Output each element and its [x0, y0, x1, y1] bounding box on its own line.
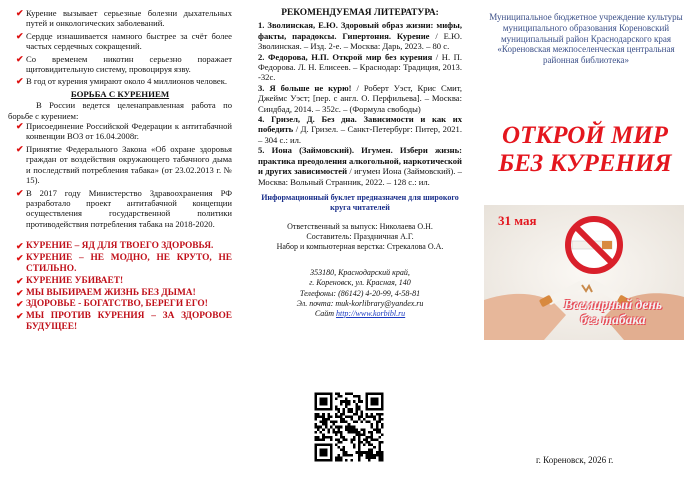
slogan-item-text: КУРЕНИЕ УБИВАЕТ! — [26, 275, 124, 286]
slogan-item — [8, 241, 232, 253]
photo-caption-line: без табака — [580, 312, 646, 327]
credit-line: Набор и компьютерная верстка: Стрекалова О.А. — [276, 242, 444, 252]
literature-title: РЕКОМЕНДУЕМАЯ ЛИТЕРАТУРА: — [281, 8, 439, 18]
fact-item — [8, 31, 232, 52]
book-title: Я больше не курю! — [269, 82, 352, 93]
city-year: г. Кореновск, 2026 г. — [536, 455, 614, 465]
book-details: / игумен Иона (Займовский). – Москва: Вольный Странник, 2022. – 128 с.: ил. — [258, 166, 462, 187]
book-list — [258, 20, 462, 187]
book-title: Зволинская, Е.Ю. Здоровый образ жизни: мифы, факты, парадоксы. Гипертония. Курение — [258, 20, 462, 41]
site-label: Сайт — [314, 308, 336, 318]
address-line: 353180, Краснодарский край, — [310, 268, 410, 278]
book-item — [258, 145, 462, 187]
checkmark-icon: ✔ — [16, 76, 24, 87]
slogan-item-text: КУРЕНИЕ – ЯД ДЛЯ ТВОЕГО ЗДОРОВЬЯ. — [26, 241, 214, 252]
slogan-item — [8, 311, 232, 334]
checkmark-icon: ✔ — [16, 121, 24, 132]
slogan-item-text: ЗДОРОВЬЕ - БОГАТСТВО, БЕРЕГИ ЕГО! — [26, 299, 208, 310]
checkmark-icon: ✔ — [16, 187, 24, 198]
checkmark-icon: ✔ — [16, 287, 24, 298]
slogan-item-text: МЫ ВЫБИРАЕМ ЖИЗНЬ БЕЗ ДЫМА! — [26, 287, 196, 298]
address-line: г. Кореновск, ул. Красная, 140 — [309, 278, 411, 288]
qr-code — [312, 390, 386, 464]
title-line: БЕЗ КУРЕНИЯ — [498, 150, 672, 177]
book-number: 2. — [258, 51, 265, 62]
fact-item-text: В год от курения умирают около 4 миллионов человек. — [26, 76, 228, 87]
organization-name: Муниципальное бюджетное учреждение культуры муниципального образования Кореновский муниципальный район Краснодарского края «Кореновская межпоселенческая центральная районная библиотека» — [489, 12, 683, 66]
fight-item — [8, 121, 232, 142]
fact-item-text: Курение вызывает серьезные болезни дыхательных путей и онкологических заболеваний. — [26, 8, 232, 29]
book-number: 3. — [258, 82, 265, 93]
fight-item-text: В 2017 году Министерство Здравоохранения РФ разработало проект антитабачной концепции осуществления государственной политики противодействия потребления табака на 2018-2020. — [26, 187, 232, 229]
book-item — [258, 52, 462, 83]
book-number: 4. — [258, 114, 265, 125]
fact-item-text: Со временем никотин серьезно поражает щитовидительную систему, провоцируя язву. — [26, 53, 232, 75]
book-details: / Н. П. Федорова. Л. Н. Елисеев. – Краснодар: Традиция, 2013. -32с. — [258, 51, 462, 83]
book-number: 1. — [258, 20, 265, 31]
checkmark-icon: ✔ — [16, 53, 24, 64]
fight-item-text: Принятие Федерального Закона «Об охране здоровья граждан от воздействия окружающего табачного дыма и последствий потребления табака» (от 23.02.2013 г. № 15). — [26, 143, 232, 186]
fight-heading: БОРЬБА С КУРЕНИЕМ — [70, 88, 170, 99]
book-title: Гризел, Д. Без дна. Зависимости и как их победить — [258, 114, 462, 135]
brochure-title — [480, 122, 690, 178]
credit-line: Ответственный за выпуск: Николаева О.Н. — [287, 222, 433, 232]
date-badge: 31 мая — [498, 213, 537, 228]
facts-list — [8, 8, 232, 87]
credits — [258, 222, 462, 252]
email-line: Эл. почта: muk-korlibrary@yandex.ru — [296, 298, 424, 308]
fight-item — [8, 144, 232, 186]
slogan-item-text: МЫ ПРОТИВ КУРЕНИЯ – ЗА ЗДОРОВОЕ БУДУЩЕЕ! — [26, 310, 232, 333]
book-title: Иона (Займовский). Игумен. Избери жизнь: практика преодоления алкогольной, наркотической и других зависимостей — [258, 145, 462, 177]
site-link[interactable]: http://www.korbibl.ru — [335, 308, 406, 318]
checkmark-icon: ✔ — [16, 8, 24, 18]
checkmark-icon: ✔ — [16, 275, 24, 286]
photo-caption-line: Всемирный день — [563, 297, 663, 312]
slogan-item — [8, 276, 232, 288]
book-number: 5. — [258, 145, 265, 156]
address-block — [258, 268, 462, 319]
fight-item-text: Присоединение Российской Федерации к антитабачной конвенции ВОЗ от 16.04.2008г. — [26, 121, 232, 142]
slogan-item — [8, 253, 232, 276]
right-column — [470, 0, 700, 495]
book-details: / Д. Гризел. – Санкт-Петербург: Питер, 2021. – 304 с.: ил. — [258, 124, 462, 145]
phone-line: Телефоны: (86142) 4-20-99, 4-58-81 — [299, 288, 421, 298]
slogan-item — [8, 288, 232, 300]
book-details: / Роберт Уэст, Крис Смит, Джеймс Уэст; [пер. с англ. О. Перфильева]. – Москва: Синдбад, 2014. – 352с. – (Формула свободы) — [258, 82, 462, 114]
fight-intro: В России ведется целенаправленная работа по борьбе с курением: — [8, 100, 232, 121]
checkmark-icon: ✔ — [16, 310, 24, 321]
fact-item-text: Сердце изнашивается намного быстрее за счёт более частых сердечных сокращений. — [26, 30, 232, 52]
no-smoking-photo — [484, 205, 684, 340]
book-title: Федорова, Н.П. Открой мир без курения — [268, 51, 433, 62]
book-details: / Е.Ю. Зволинская. – Изд. 2-е. – Москва: Дарь, 2023. – 80 с. — [258, 30, 462, 52]
checkmark-icon: ✔ — [16, 299, 24, 310]
fight-item — [8, 188, 232, 230]
title-line: ОТКРОЙ МИР — [502, 122, 668, 149]
book-item — [258, 20, 462, 51]
book-item — [258, 114, 462, 145]
checkmark-icon: ✔ — [16, 241, 24, 252]
fact-item — [8, 54, 232, 75]
checkmark-icon: ✔ — [16, 30, 24, 41]
checkmark-icon: ✔ — [16, 252, 24, 263]
left-column — [0, 0, 238, 495]
fight-list — [8, 121, 232, 229]
book-item — [258, 83, 462, 114]
slogans-list — [8, 241, 232, 334]
fact-item — [8, 76, 232, 86]
slogan-item — [8, 299, 232, 311]
info-note: Информационный буклет предназначен для широкого круга читателей — [261, 192, 459, 212]
site-line — [258, 309, 462, 319]
slogan-item-text: КУРЕНИЕ – НЕ МОДНО, НЕ КРУТО, НЕ СТИЛЬНО. — [26, 252, 232, 275]
checkmark-icon: ✔ — [16, 143, 24, 154]
credit-line: Составитель: Праздничная А.Г. — [306, 232, 414, 242]
photo-caption — [548, 297, 678, 327]
fact-item — [8, 8, 232, 29]
